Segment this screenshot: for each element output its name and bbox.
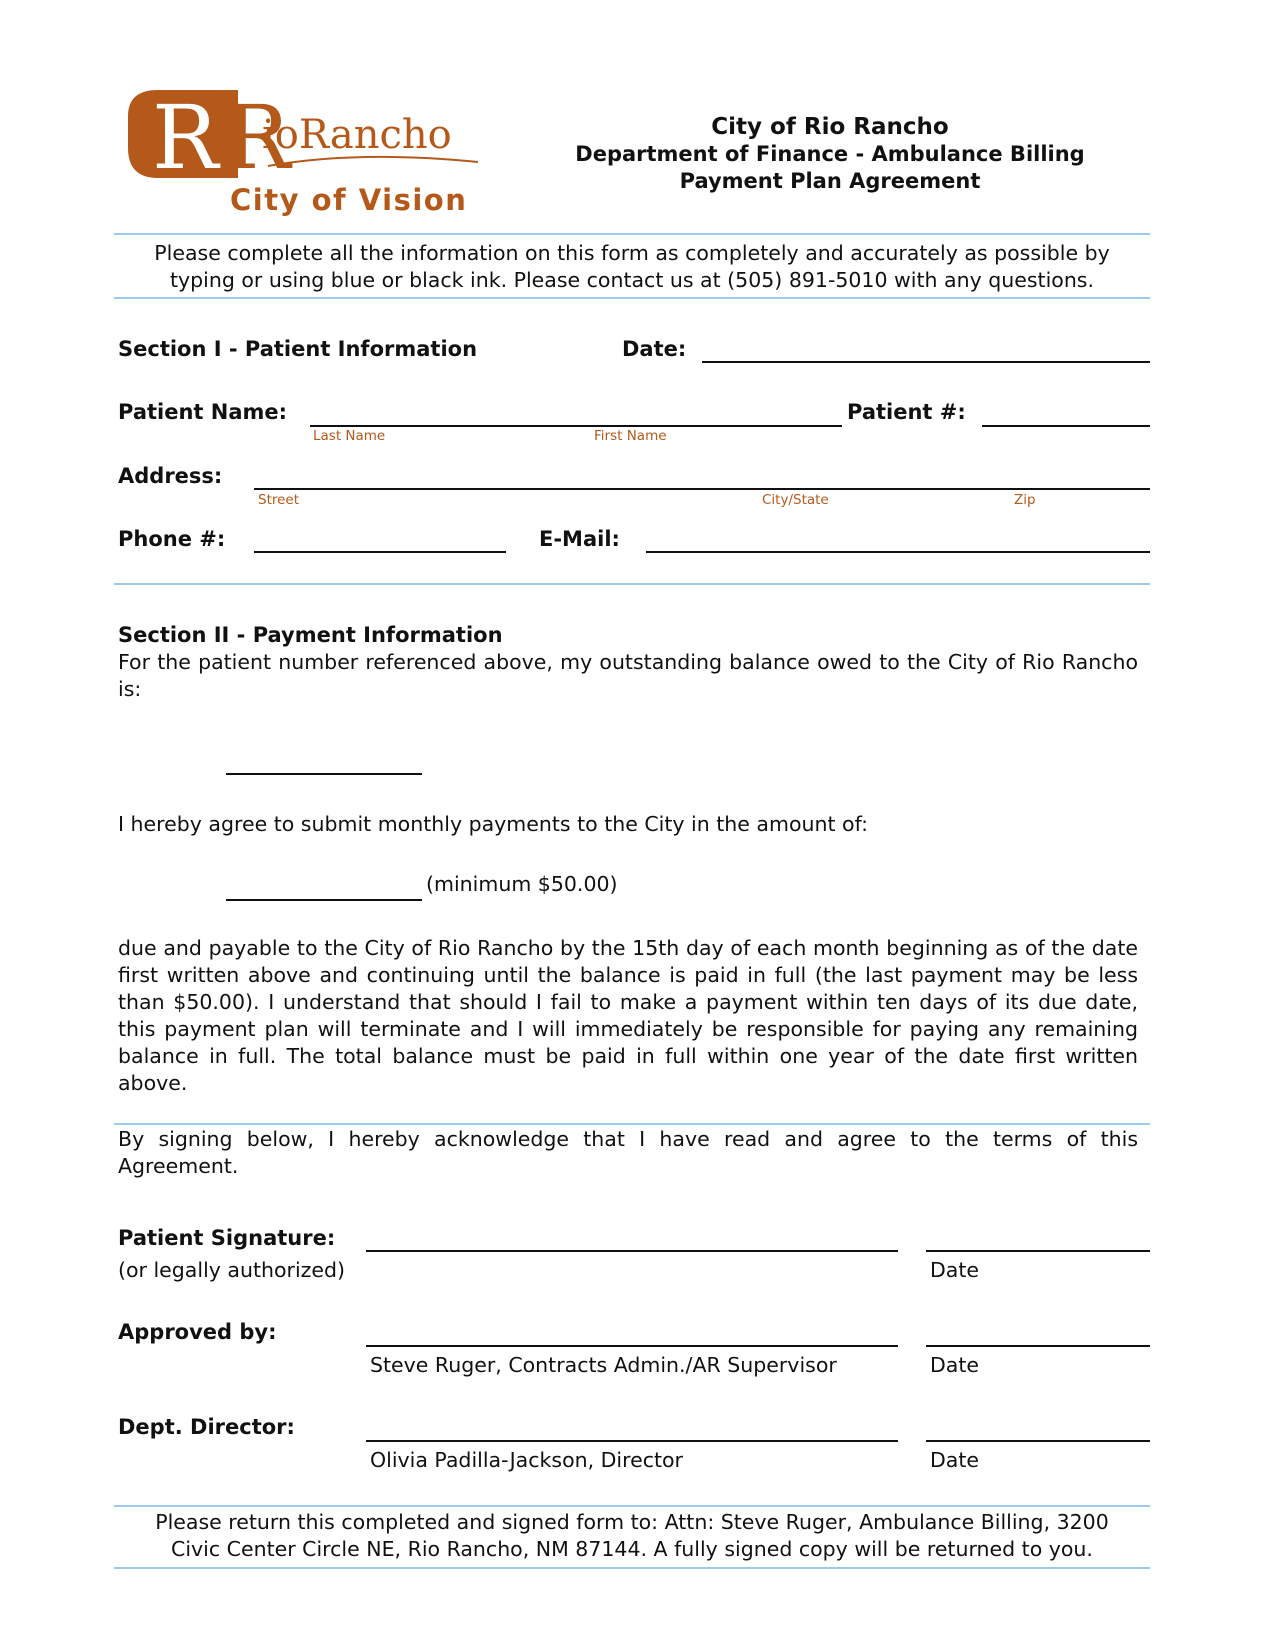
- intro-line-1: Please complete all the information on this form as completely and accurately as possible by: [154, 241, 1110, 265]
- header-city: City of Rio Rancho: [711, 114, 949, 140]
- approved-by-label: Approved by:: [118, 1320, 277, 1344]
- approved-date-field[interactable]: [926, 1345, 1150, 1347]
- address-field[interactable]: [254, 488, 1150, 490]
- address-label: Address:: [118, 464, 223, 488]
- patient-name-field[interactable]: [310, 425, 842, 427]
- first-name-hint: First Name: [594, 428, 667, 444]
- acknowledge-text: By signing below, I hereby acknowledge that I have read and agree to the terms of this Agreement.: [118, 1127, 1138, 1178]
- last-name-hint: Last Name: [313, 428, 386, 444]
- divider: [114, 1123, 1150, 1125]
- patient-date-label: Date: [930, 1258, 979, 1282]
- divider: [114, 233, 1150, 235]
- divider: [114, 297, 1150, 299]
- monthly-amount-field[interactable]: [226, 899, 422, 901]
- director-date-label: Date: [930, 1448, 979, 1472]
- footer-line-1: Please return this completed and signed form to: Attn: Steve Ruger, Ambulance Billing, 3200: [155, 1510, 1109, 1534]
- date-field[interactable]: [702, 361, 1150, 363]
- monthly-payment-text: I hereby agree to submit monthly payments to the City in the amount of:: [118, 812, 868, 836]
- city-state-hint: City/State: [762, 492, 829, 508]
- date-label: Date:: [622, 337, 687, 361]
- approved-name: Steve Ruger, Contracts Admin./AR Supervisor: [370, 1353, 837, 1377]
- minimum-text: (minimum $50.00): [426, 872, 618, 896]
- patient-signature-sub: (or legally authorized): [118, 1258, 346, 1282]
- intro-line-2: typing or using blue or black ink. Please contact us at (505) 891-5010 with any questions.: [169, 268, 1095, 292]
- zip-hint: Zip: [1014, 492, 1036, 508]
- logo-wordmark-rest: ioRancho: [262, 112, 452, 158]
- balance-field[interactable]: [226, 773, 422, 775]
- logo-tagline: City of Vision: [230, 183, 468, 217]
- divider: [114, 1567, 1150, 1569]
- approved-date-label: Date: [930, 1353, 979, 1377]
- patient-number-field[interactable]: [982, 425, 1150, 427]
- street-hint: Street: [258, 492, 300, 508]
- director-signature-field[interactable]: [366, 1440, 898, 1442]
- header-form-title: Payment Plan Agreement: [679, 169, 981, 193]
- divider: [114, 583, 1150, 585]
- patient-date-field[interactable]: [926, 1250, 1150, 1252]
- header-department: Department of Finance - Ambulance Billing: [575, 142, 1085, 166]
- footer-line-2: Civic Center Circle NE, Rio Rancho, NM 87144. A fully signed copy will be returned to you.: [171, 1537, 1093, 1561]
- terms-text: due and payable to the City of Rio Rancho by the 15th day of each month beginning as of the date first written above and continuing until the balance is paid in full (the last payment may be less than $50.00). I understand that should I fail to make a payment within ten days of its due date, this payment plan will terminate and I will immediately be responsible for paying any remaining balance in full. The total balance must be paid in full within one year of the date first written above.: [118, 936, 1138, 1095]
- section2-title: Section II - Payment Information: [118, 623, 503, 647]
- svg-text:R: R: [152, 86, 219, 189]
- balance-text: For the patient number referenced above, my outstanding balance owed to the City of Rio Rancho is:: [118, 650, 1138, 701]
- patient-signature-label: Patient Signature:: [118, 1226, 336, 1250]
- patient-signature-field[interactable]: [366, 1250, 898, 1252]
- email-label: E-Mail:: [539, 527, 620, 551]
- svg-text:R: R: [224, 86, 291, 189]
- director-label: Dept. Director:: [118, 1415, 295, 1439]
- patient-name-label: Patient Name:: [118, 400, 288, 424]
- phone-field[interactable]: [254, 551, 506, 553]
- phone-label: Phone #:: [118, 527, 226, 551]
- approved-signature-field[interactable]: [366, 1345, 898, 1347]
- director-name: Olivia Padilla-Jackson, Director: [370, 1448, 683, 1472]
- patient-number-label: Patient #:: [847, 400, 966, 424]
- section1-title: Section I - Patient Information: [118, 337, 478, 361]
- email-field[interactable]: [646, 551, 1150, 553]
- divider: [114, 1505, 1150, 1507]
- director-date-field[interactable]: [926, 1440, 1150, 1442]
